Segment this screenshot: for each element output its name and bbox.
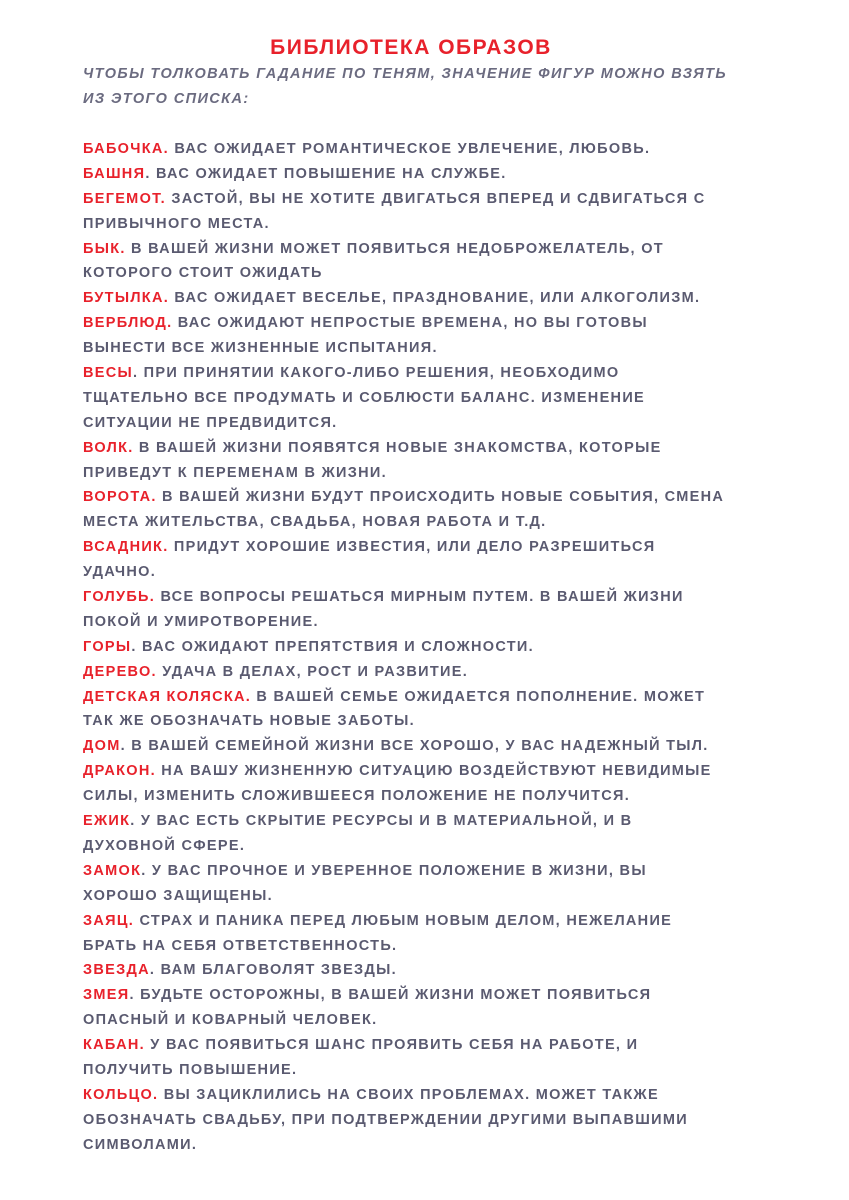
- entry-line: [83, 759, 724, 784]
- entry-line: [83, 510, 724, 535]
- symbol-entry: [83, 635, 724, 660]
- symbol-term: ВЕСЫ: [83, 365, 134, 382]
- entry-line: [83, 386, 724, 411]
- symbol-description: ДУХОВНОЙ СФЕРЕ.: [83, 837, 246, 854]
- symbol-term: ВОЛК.: [83, 439, 134, 456]
- symbol-description: В ВАШЕЙ ЖИЗНИ МОЖЕТ ПОЯВИТЬСЯ НЕДОБРОЖЕЛАТЕЛЬ, ОТ: [125, 240, 664, 257]
- symbol-description: УДАЧА В ДЕЛАХ, РОСТ И РАЗВИТИЕ.: [156, 663, 469, 680]
- symbol-entry: [83, 162, 724, 187]
- symbol-description: СИТУАЦИИ НЕ ПРЕДВИДИТСЯ.: [83, 414, 338, 431]
- symbol-description: ВАС ОЖИДАЕТ РОМАНТИЧЕСКОЕ УВЛЕЧЕНИЕ, ЛЮБОВЬ.: [168, 141, 651, 157]
- symbol-entry: [83, 685, 724, 735]
- symbol-term: ЗМЕЯ: [83, 987, 130, 1004]
- symbol-description: . В ВАШЕЙ СЕМЕЙНОЙ ЖИЗНИ ВСЕ ХОРОШО, У ВАС НАДЕЖНЫЙ ТЫЛ.: [120, 738, 709, 755]
- entry-line: [83, 859, 724, 884]
- entry-line: [83, 884, 724, 909]
- symbol-entry: [83, 585, 724, 635]
- symbol-entry: [83, 809, 724, 859]
- symbol-description: В ВАШЕЙ ЖИЗНИ БУДУТ ПРОИСХОДИТЬ НОВЫЕ СОБЫТИЯ, СМЕНА: [156, 489, 725, 506]
- symbol-entry: [83, 286, 724, 311]
- symbol-term: БАБОЧКА.: [83, 141, 169, 157]
- entry-line: [83, 734, 724, 759]
- symbol-description: ПРИВЕДУТ К ПЕРЕМЕНАМ В ЖИЗНИ.: [83, 464, 387, 481]
- symbol-description: УДАЧНО.: [83, 564, 157, 581]
- symbol-entry: [83, 187, 724, 237]
- symbol-description: ВАС ОЖИДАЕТ ВЕСЕЛЬЕ, ПРАЗДНОВАНИЕ, ИЛИ АЛКОГОЛИЗМ.: [169, 290, 701, 307]
- symbol-entry: [83, 1083, 724, 1158]
- entry-line: [83, 635, 724, 660]
- symbol-description: ВЫНЕСТИ ВСЕ ЖИЗНЕННЫЕ ИСПЫТАНИЯ.: [83, 340, 438, 357]
- entry-line: [83, 809, 724, 834]
- symbol-description: СТРАХ И ПАНИКА ПЕРЕД ЛЮБЫМ НОВЫМ ДЕЛОМ, НЕЖЕЛАНИЕ: [134, 912, 673, 929]
- symbol-description: БРАТЬ НА СЕБЯ ОТВЕТСТВЕННОСТЬ.: [83, 937, 398, 954]
- symbol-term: ГОРЫ: [83, 638, 132, 655]
- entry-line: [83, 1033, 724, 1058]
- entry-line: [83, 1008, 724, 1033]
- symbol-description: . У ВАС ПРОЧНОЕ И УВЕРЕННОЕ ПОЛОЖЕНИЕ В ЖИЗНИ, ВЫ: [141, 862, 647, 879]
- symbol-term: ВОРОТА.: [83, 489, 157, 506]
- symbol-term: ГОЛУБЬ.: [83, 589, 156, 606]
- symbol-description: У ВАС ПОЯВИТЬСЯ ШАНС ПРОЯВИТЬ СЕБЯ НА РАБОТЕ, И: [144, 1037, 639, 1054]
- symbol-description: . ВАС ОЖИДАЕТ ПОВЫШЕНИЕ НА СЛУЖБЕ.: [145, 165, 507, 182]
- symbol-term: КОЛЬЦО.: [83, 1086, 159, 1103]
- entry-line: [83, 685, 724, 710]
- entry-line: [83, 934, 724, 959]
- entry-line: [83, 237, 724, 262]
- symbol-description: СИМВОЛАМИ.: [83, 1136, 198, 1153]
- entry-line: [83, 485, 724, 510]
- symbol-entry: [83, 485, 724, 535]
- symbol-entry: [83, 361, 724, 436]
- entry-line: [83, 436, 724, 461]
- symbol-term: ДЕТСКАЯ КОЛЯСКА.: [83, 688, 252, 705]
- entry-line: [83, 983, 724, 1008]
- entry-line: [83, 958, 724, 983]
- symbol-term: ДЕРЕВО.: [83, 663, 157, 680]
- entry-line: [83, 560, 724, 585]
- entry-line: [83, 137, 724, 162]
- entry-line: [83, 461, 724, 486]
- symbol-entry: [83, 958, 724, 983]
- symbol-term: БУТЫЛКА.: [83, 290, 170, 307]
- entry-line: [83, 1108, 724, 1133]
- entry-line: [83, 361, 724, 386]
- symbol-entry: [83, 759, 724, 809]
- symbol-entry: [83, 535, 724, 585]
- entry-line: [83, 336, 724, 361]
- entry-line: [83, 535, 724, 560]
- entry-line: [83, 411, 724, 436]
- symbol-term: ЕЖИК: [83, 813, 131, 830]
- symbol-term: ДРАКОН.: [83, 763, 156, 780]
- symbol-description: СИЛЫ, ИЗМЕНИТЬ СЛОЖИВШЕЕСЯ ПОЛОЖЕНИЕ НЕ ПОЛУЧИТСЯ.: [83, 788, 631, 805]
- entry-line: [83, 709, 724, 734]
- symbol-description: В ВАШЕЙ СЕМЬЕ ОЖИДАЕТСЯ ПОПОЛНЕНИЕ. МОЖЕТ: [251, 688, 706, 705]
- symbol-description: . БУДЬТЕ ОСТОРОЖНЫ, В ВАШЕЙ ЖИЗНИ МОЖЕТ ПОЯВИТЬСЯ: [129, 987, 652, 1004]
- entry-line: [83, 660, 724, 685]
- symbol-description: ПОКОЙ И УМИРОТВОРЕНИЕ.: [83, 613, 319, 630]
- symbol-term: ЗАЯЦ.: [83, 912, 135, 929]
- symbol-description: НА ВАШУ ЖИЗНЕННУЮ СИТУАЦИЮ ВОЗДЕЙСТВУЮТ НЕВИДИМЫЕ: [155, 763, 712, 780]
- entry-line: [83, 212, 724, 237]
- symbol-entry: [83, 137, 724, 162]
- symbol-description: ЗАСТОЙ, ВЫ НЕ ХОТИТЕ ДВИГАТЬСЯ ВПЕРЕД И СДВИГАТЬСЯ С: [166, 190, 706, 207]
- entry-line: [83, 261, 724, 286]
- entry-line: [83, 311, 724, 336]
- entry-line: [83, 286, 724, 311]
- entry-line: [83, 909, 724, 934]
- entry-line: [83, 1133, 724, 1158]
- symbol-list: [83, 137, 724, 1158]
- symbol-description: ОПАСНЫЙ И КОВАРНЫЙ ЧЕЛОВЕК.: [83, 1012, 378, 1029]
- symbol-description: МЕСТА ЖИТЕЛЬСТВА, СВАДЬБА, НОВАЯ РАБОТА И Т.Д.: [83, 514, 547, 531]
- symbol-entry: [83, 237, 724, 287]
- intro-text: [83, 62, 727, 112]
- symbol-entry: [83, 983, 724, 1033]
- entry-line: [83, 610, 724, 635]
- symbol-term: ДОМ: [83, 738, 121, 755]
- symbol-entry: [83, 1033, 724, 1083]
- symbol-term: ЗВЕЗДА: [83, 962, 150, 979]
- intro-line: ЧТОБЫ ТОЛКОВАТЬ ГАДАНИЕ ПО ТЕНЯМ, ЗНАЧЕНИЕ ФИГУР МОЖНО ВЗЯТЬ: [83, 66, 727, 82]
- entry-line: [83, 187, 724, 212]
- symbol-description: ПОЛУЧИТЬ ПОВЫШЕНИЕ.: [83, 1061, 298, 1078]
- symbol-description: ТАК ЖЕ ОБОЗНАЧАТЬ НОВЫЕ ЗАБОТЫ.: [83, 713, 415, 730]
- symbol-entry: [83, 660, 724, 685]
- entry-line: [83, 162, 724, 187]
- symbol-description: ХОРОШО ЗАЩИЩЕНЫ.: [83, 887, 273, 904]
- symbol-entry: [83, 436, 724, 486]
- symbol-description: ПРИВЫЧНОГО МЕСТА.: [83, 215, 270, 232]
- symbol-description: ПРИДУТ ХОРОШИЕ ИЗВЕСТИЯ, ИЛИ ДЕЛО РАЗРЕШИТЬСЯ: [168, 539, 656, 556]
- symbol-entry: [83, 859, 724, 909]
- entry-line: [83, 784, 724, 809]
- symbol-description: . ПРИ ПРИНЯТИИ КАКОГО-ЛИБО РЕШЕНИЯ, НЕОБХОДИМО: [133, 365, 620, 382]
- symbol-term: БАШНЯ: [83, 165, 146, 182]
- entry-line: [83, 585, 724, 610]
- page-title: БИБЛИОТЕКА ОБРАЗОВ: [270, 36, 552, 59]
- symbol-term: БЫК.: [83, 240, 126, 257]
- symbol-description: КОТОРОГО СТОИТ ОЖИДАТЬ: [83, 265, 323, 282]
- symbol-description: ВСЕ ВОПРОСЫ РЕШАТЬСЯ МИРНЫМ ПУТЕМ. В ВАШЕЙ ЖИЗНИ: [155, 589, 684, 606]
- symbol-description: ВАС ОЖИДАЮТ НЕПРОСТЫЕ ВРЕМЕНА, НО ВЫ ГОТОВЫ: [172, 315, 648, 332]
- symbol-term: БЕГЕМОТ.: [83, 190, 166, 207]
- symbol-entry: [83, 311, 724, 361]
- symbol-entry: [83, 909, 724, 959]
- entry-line: [83, 1083, 724, 1108]
- symbol-term: КАБАН.: [83, 1037, 145, 1054]
- symbol-description: В ВАШЕЙ ЖИЗНИ ПОЯВЯТСЯ НОВЫЕ ЗНАКОМСТВА, КОТОРЫЕ: [133, 439, 662, 456]
- symbol-description: ОБОЗНАЧАТЬ СВАДЬБУ, ПРИ ПОДТВЕРЖДЕНИИ ДРУГИМИ ВЫПАВШИМИ: [83, 1111, 688, 1128]
- symbol-term: ВСАДНИК.: [83, 539, 169, 556]
- entry-line: [83, 834, 724, 859]
- symbol-description: . У ВАС ЕСТЬ СКРЫТИЕ РЕСУРСЫ И В МАТЕРИАЛЬНОЙ, И В: [130, 813, 633, 830]
- symbol-term: ЗАМОК: [83, 862, 142, 879]
- symbol-description: ВЫ ЗАЦИКЛИЛИСЬ НА СВОИХ ПРОБЛЕМАХ. МОЖЕТ ТАКЖЕ: [158, 1086, 659, 1103]
- symbol-entry: [83, 734, 724, 759]
- symbol-description: . ВАМ БЛАГОВОЛЯТ ЗВЕЗДЫ.: [149, 962, 397, 979]
- symbol-term: ВЕРБЛЮД.: [83, 315, 173, 332]
- symbol-description: . ВАС ОЖИДАЮТ ПРЕПЯТСТВИЯ И СЛОЖНОСТИ.: [131, 638, 534, 655]
- symbol-description: ТЩАТЕЛЬНО ВСЕ ПРОДУМАТЬ И СОБЛЮСТИ БАЛАНС. ИЗМЕНЕНИЕ: [83, 389, 646, 406]
- intro-line: ИЗ ЭТОГО СПИСКА:: [83, 91, 250, 107]
- entry-line: [83, 1058, 724, 1083]
